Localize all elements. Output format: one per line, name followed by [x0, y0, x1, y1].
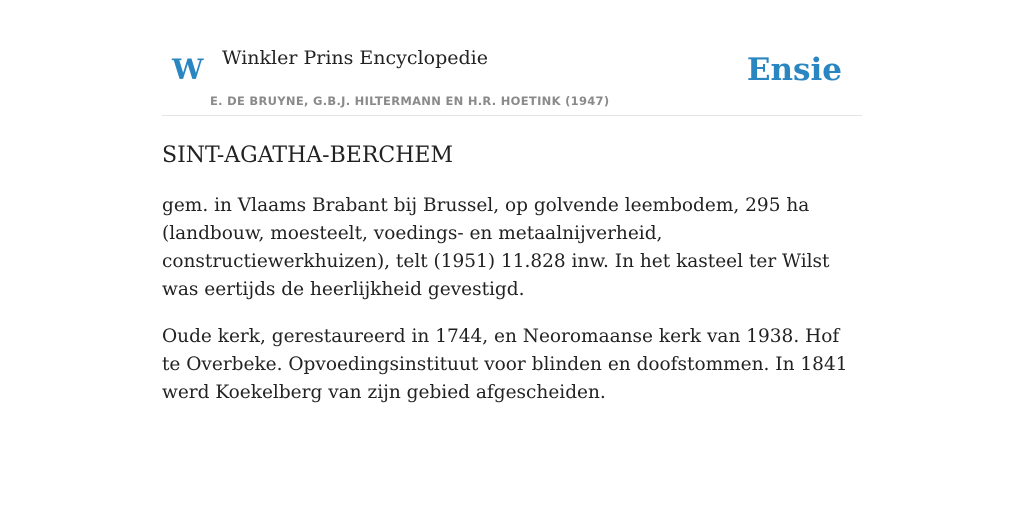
- source-logo-icon[interactable]: W: [172, 53, 204, 86]
- ensie-logo[interactable]: Ensie: [746, 52, 842, 88]
- page: [162, 0, 862, 407]
- entry-title: SINT-AGATHA-BERCHEM: [162, 143, 454, 168]
- entry-body: [162, 192, 862, 407]
- entry-paragraph: gem. in Vlaams Brabant bij Brussel, op golvende leembodem, 295 ha (landbouw, moesteelt, voedings- en metaalnijverheid, constructiewerkhuizen), telt (1951) 11.828 inw. In het kasteel ter Wilst was eertijds de heerlijkheid gevestigd.: [162, 195, 830, 300]
- source-header: [162, 44, 862, 116]
- entry-paragraph: Oude kerk, gerestaureerd in 1744, en Neoromaanse kerk van 1938. Hof te Overbeke. Opvoedingsinstituut voor blinden en doofstommen. In 1841 werd Koekelberg van zijn gebied afgescheiden.: [162, 326, 848, 403]
- source-authors: E. DE BRUYNE, G.B.J. HILTERMANN EN H.R. HOETINK (1947): [210, 94, 610, 108]
- source-title[interactable]: Winkler Prins Encyclopedie: [222, 47, 488, 69]
